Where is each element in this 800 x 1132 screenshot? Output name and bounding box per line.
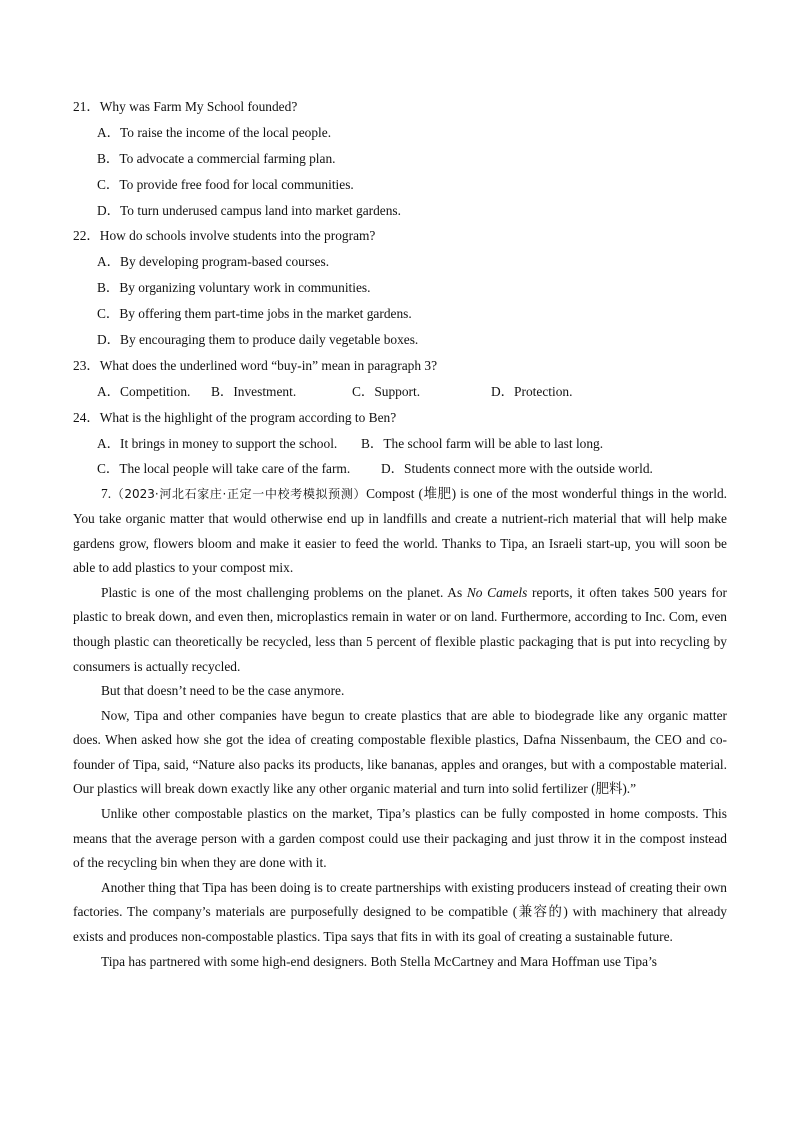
question-24-options-row1 [73, 431, 727, 457]
passage-paragraph-5: Unlike other compostable plastics on the market, Tipa’s plastics can be fully composted in home composts. This means that the average person with a garden compost could use their packaging and just throw it in the compost instead of the recycling bin when they are done with it. [73, 806, 727, 871]
question-23-option-c: C．Support. [352, 383, 421, 399]
question-24-option-d: D．Students connect more with the outside world. [381, 461, 653, 477]
publication-name: No Camels [466, 584, 528, 600]
question-21-option-d: D．To turn underused campus land into market gardens. [97, 202, 401, 218]
question-21-stem: 21．Why was Farm My School founded? [73, 99, 298, 114]
question-21-option-c: C．To provide free food for local communities. [97, 176, 354, 192]
passage-paragraph-4: Now, Tipa and other companies have begun to create plastics that are able to biodegrade like any organic matter does. When asked how she got the idea of creating compostable flexible plastics, Dafna Nissenbaum, the CEO and co-founder of Tipa, said, “Nature also packs its products, like bananas, apples and oranges, but with a compostable material. Our plastics will break down exactly like any other organic material and turn into solid fertilizer (肥料).” [73, 707, 727, 797]
question-23-option-d: D．Protection. [491, 383, 573, 399]
question-24-option-a: A．It brings in money to support the school. [97, 435, 338, 451]
question-22-option-a: A．By developing program-based courses. [97, 254, 330, 270]
question-22-option-d: D．By encouraging them to produce daily vegetable boxes. [97, 332, 419, 348]
passage-paragraph-1 [73, 482, 727, 580]
exam-page [73, 94, 727, 974]
passage-paragraph-2 [73, 581, 727, 679]
passage-paragraph-7: Tipa has partnered with some high-end designers. Both Stella McCartney and Mara Hoffman use Tipa’s [101, 953, 657, 969]
passage-paragraph-3: But that doesn’t need to be the case anymore. [101, 683, 345, 699]
passage-paragraph-6: Another thing that Tipa has been doing is to create partnerships with existing producers instead of creating their own factories. The company’s materials are purposefully designed to be compatible (兼容的) with machinery that already exists and produces non-compostable plastics. Tipa says that fits in with its goal of creating a sustainable future. [73, 879, 727, 945]
question-23-options [73, 379, 727, 405]
question-21-option-b: B．To advocate a commercial farming plan. [97, 150, 336, 166]
question-21-option-a: A．To raise the income of the local people. [97, 124, 332, 140]
question-24-option-c: C．The local people will take care of the farm. [97, 461, 351, 477]
question-22-option-c: C．By offering them part-time jobs in the market gardens. [97, 306, 412, 322]
passage-paragraph-1-text: Compost (堆肥) is one of the most wonderful things in the world. You take organic matter that would otherwise end up in landfills and create a nutrient-rich material that will help make gardens grow, flowers bloom and make it easier to feed the world. Thanks to Tipa, an Israeli start-up, you will soon be able to add plastics to your compost mix. [73, 486, 727, 576]
question-24-option-b: B．The school farm will be able to last long. [361, 435, 604, 451]
passage-source: （2023·河北石家庄·正定一中校考模拟预测） [111, 487, 367, 502]
passage-number: 7. [101, 486, 112, 502]
question-22-stem: 22．How do schools involve students into the program? [73, 228, 376, 244]
passage-paragraph-2-end: reports, it often takes 500 years for plastic to break down, and even then, microplastics remain in water or on land. Furthermore, according to Inc. Com, even though plastic can theoretically be recycled, less than 5 percent of flexible plastic packaging that is put into recycling by consumers is actually recycled. [73, 584, 727, 674]
question-23-option-b: B．Investment. [211, 383, 297, 399]
passage-paragraph-2-start: Plastic is one of the most challenging problems on the planet. As [101, 584, 467, 600]
question-22-option-b: B．By organizing voluntary work in communities. [97, 280, 371, 296]
question-24-stem: 24．What is the highlight of the program according to Ben? [73, 409, 397, 425]
question-23-option-a: A．Competition. [97, 383, 191, 399]
question-24-options-row2 [73, 456, 727, 482]
question-23-stem: 23．What does the underlined word “buy-in” mean in paragraph 3? [73, 357, 438, 373]
